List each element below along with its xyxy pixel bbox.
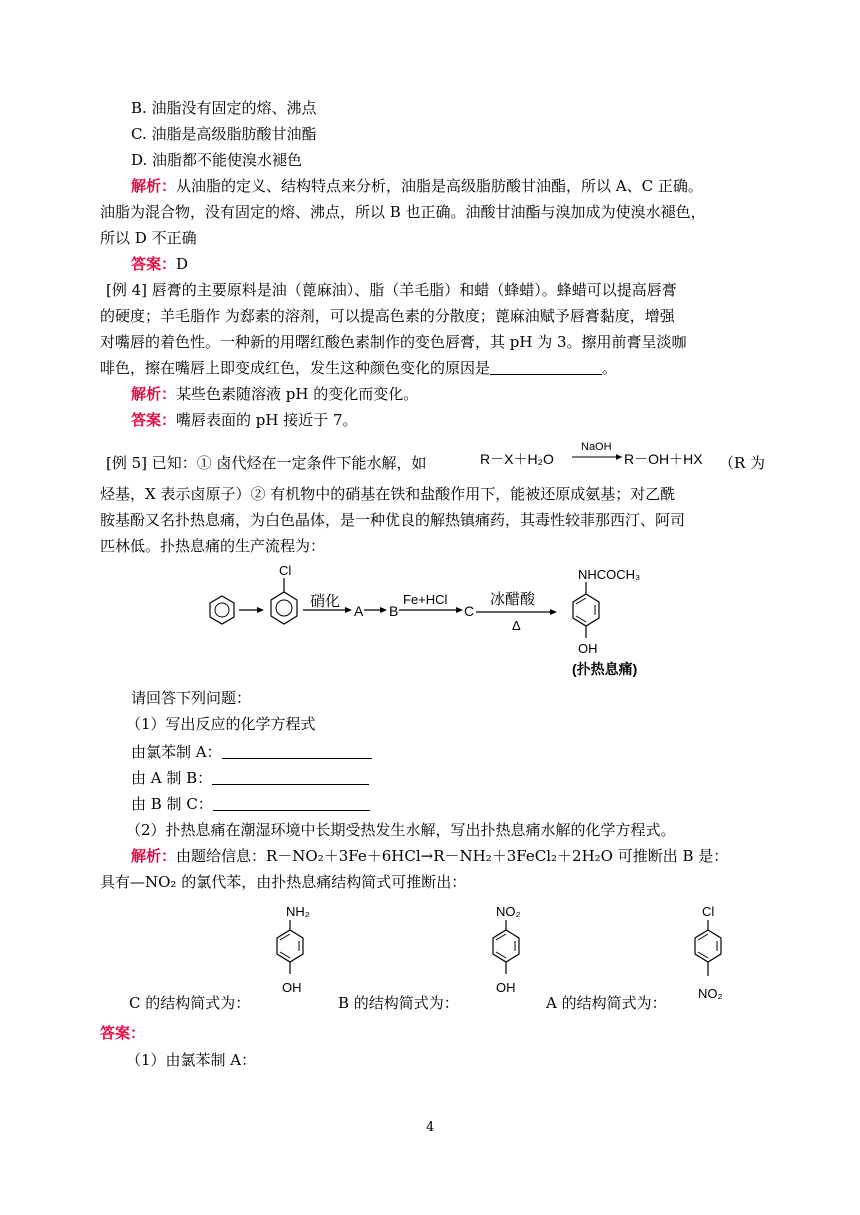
question-1c (131, 794, 370, 814)
arrow-head (380, 607, 387, 613)
a-top-group: Cl (702, 904, 715, 919)
equation-condition: NaOH (581, 441, 612, 453)
question-1: （1）写出反应的化学方程式 (126, 715, 316, 733)
equation-left: R－X＋H₂O (480, 451, 554, 467)
c-top-group: NH₂ (286, 904, 310, 919)
example-5-line-2: 烃基，X 表示卤原子）② 有机物中的硝基在铁和盐酸作用下，能被还原成氨基；对乙酰 (100, 485, 676, 503)
b-bottom-group: OH (496, 980, 516, 995)
a-structure-label: A 的结构简式为： (546, 994, 667, 1012)
hydroxyl-group: OH (578, 641, 598, 656)
example-4-text: 啡色，擦在嘴唇上即变成红色，发生这种颜色变化的原因是 (100, 359, 491, 377)
step-acetylation: 冰醋酸 (490, 591, 536, 608)
benzene-icon (210, 596, 234, 624)
analysis-label: 解析： (131, 847, 177, 865)
chloro-label: Cl (279, 563, 292, 578)
analysis-line-2: 油脂为混合物，没有固定的熔、沸点，所以 B 也正确。油酸甘油酯与溴加成为使溴水褪色， (100, 203, 706, 221)
structure-c (268, 900, 328, 1000)
question-1a-label: 由氯苯制 A： (131, 743, 222, 761)
answer-blank (222, 744, 372, 759)
answer-4 (131, 410, 358, 430)
analysis-label: 解析： (131, 177, 177, 195)
answer-5-label (100, 1023, 145, 1043)
chlorobenzene-icon (271, 578, 297, 624)
b-structure-label: B 的结构简式为： (338, 994, 459, 1012)
answer-label: 答案： (100, 1024, 146, 1042)
answer-text: 嘴唇表面的 pH 接近于 7。 (176, 411, 358, 429)
option-b: B. 油脂没有固定的熔、沸点 (131, 99, 317, 117)
answer-5-q1: （1）由氯苯制 A： (126, 1051, 257, 1069)
arrow-head (345, 607, 352, 613)
answer-blank (490, 360, 602, 375)
a-bottom-group: NO₂ (698, 986, 723, 1001)
intermediate-a: A (354, 603, 364, 619)
option-d: D. 油脂都不能使溴水褪色 (131, 151, 303, 169)
intermediate-b: B (389, 603, 399, 619)
arrow-head (456, 607, 463, 613)
structure-b (484, 900, 544, 1000)
intermediate-c: C (464, 603, 475, 619)
answer-text: D (176, 255, 189, 273)
answer-blank (212, 770, 369, 785)
page-number: 4 (426, 1120, 435, 1135)
answer-label: 答案： (131, 255, 177, 273)
analysis-text: 某些色素随溶液 pH 的变化而变化。 (176, 385, 419, 403)
hydrolysis-equation (478, 438, 716, 472)
analysis-line-3: 所以 D 不正确 (100, 229, 197, 247)
example-5-line-4: 匹林低。扑热息痛的生产流程为： (100, 537, 326, 555)
arrow-head (550, 609, 557, 615)
c-structure-label: C 的结构简式为： (129, 994, 251, 1012)
example-4-line-2: 的硬度；羊毛脂作 为郄素的溶剂，可以提高色素的分散度；蓖麻油赋予唇膏黏度，增强 (100, 307, 675, 325)
example-4-line-3: 对嘴唇的着色性。一种新的用曙红酸色素制作的变色唇膏，其 pH 为 3。擦用前膏呈淡咖 (100, 333, 687, 351)
example-4-line-1: [例 4] 唇膏的主要原料是油（蓖麻油）、脂（羊毛脂）和蜡（蜂蜡）。蜂蜡可以提高唇膏 (106, 281, 677, 299)
analysis-4 (131, 384, 418, 404)
question-1a (131, 742, 372, 762)
answer-blank (213, 796, 370, 811)
analysis-text: 从油脂的定义、结构特点来分析，油脂是高级脂肪酸甘油酯，所以 A、C 正确。 (176, 177, 703, 195)
question-1c-label: 由 B 制 C： (131, 795, 213, 813)
heat-symbol: Δ (512, 618, 521, 633)
option-c: C. 油脂是高级脂肪酸甘油酯 (131, 125, 317, 143)
b-top-group: NO₂ (496, 904, 521, 919)
product-name: (扑热息痛) (572, 661, 638, 677)
step-reduction: Fe+HCl (403, 592, 448, 607)
question-1b-label: 由 A 制 B： (131, 769, 213, 787)
structure-a (684, 900, 744, 1006)
questions-intro: 请回答下列问题： (131, 689, 252, 707)
analysis-label: 解析： (131, 385, 177, 403)
arrow-head (616, 454, 622, 460)
example-5-line-3: 胺基酚又名扑热息痛，为白色晶体，是一种优良的解热镇痛药，其毒性较菲那西汀、阿司 (100, 511, 686, 529)
analysis-5-line-1 (131, 846, 728, 866)
period: 。 (602, 359, 618, 377)
paracetamol-structure (573, 582, 599, 638)
analysis-5-line-2: 具有—NO₂ 的氯代苯，由扑热息痛结构简式可推断出： (100, 873, 467, 891)
example-5-line-1a: [例 5] 已知：① 卤代烃在一定条件下能水解，如 (106, 454, 427, 472)
question-2: （2）扑热息痛在潮湿环境中长期受热发生水解，写出扑热息痛水解的化学方程式。 (126, 821, 676, 839)
acetamido-group: NHCOCH₃ (578, 567, 641, 582)
example-4-line-4 (100, 358, 617, 378)
step-nitration: 硝化 (310, 593, 341, 610)
analysis-text: 由题给信息：R－NO₂＋3Fe＋6HCl→R－NH₂＋3FeCl₂＋2H₂O 可推断出 B 是： (176, 847, 729, 865)
production-flow-diagram (200, 560, 670, 685)
question-1b (131, 768, 369, 788)
c-bottom-group: OH (282, 980, 302, 995)
answer-line (131, 254, 188, 274)
arrow-head (257, 607, 264, 613)
answer-label: 答案： (131, 411, 177, 429)
example-5-line-1b: （R 为 (719, 454, 766, 472)
equation-right: R－OH＋HX (624, 451, 703, 467)
analysis-line-1 (131, 176, 703, 196)
